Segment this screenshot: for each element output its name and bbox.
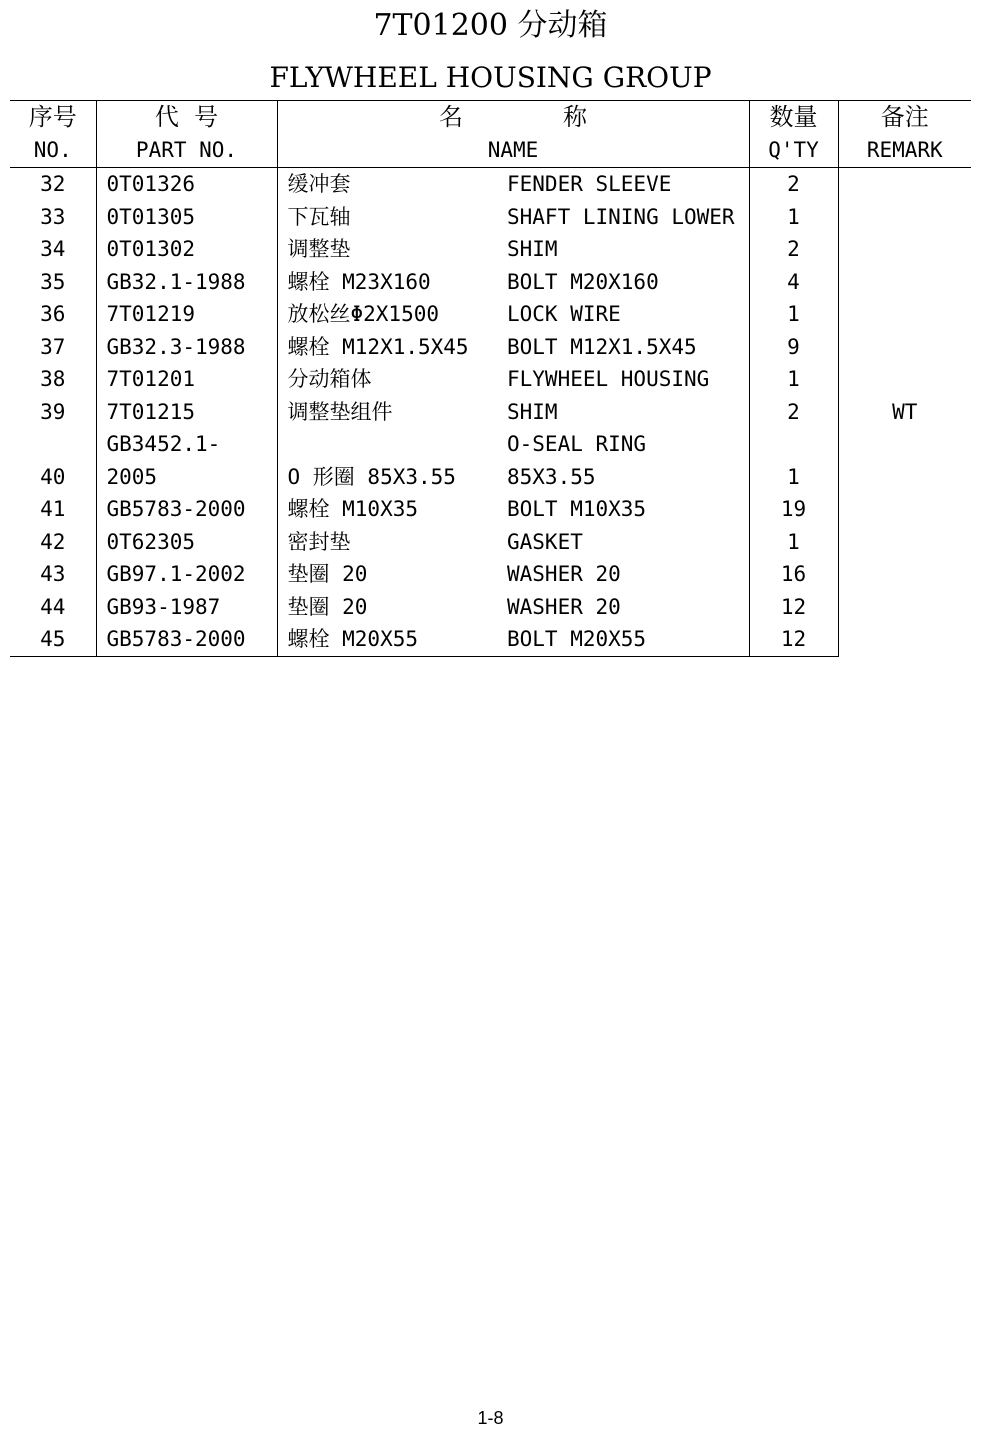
row-name-en: SHIM: [507, 237, 558, 261]
row-no: 44: [40, 594, 66, 619]
row-qty: 2: [749, 233, 838, 266]
page-title-chinese: 7T01200 分动箱: [373, 8, 608, 43]
row-qty: 2: [749, 168, 838, 201]
row-name-cn: 调整垫组件: [277, 396, 497, 429]
table-row: [10, 623, 971, 656]
row-qty: 1: [749, 526, 838, 559]
table-row: [10, 591, 971, 624]
table-row: [10, 558, 971, 591]
row-part-no: 7T01201: [96, 363, 277, 396]
header-row-english: [10, 134, 971, 168]
row-name-cn: 螺栓 M20X55: [277, 623, 497, 656]
row-name-en: BOLT M20X55: [497, 623, 749, 656]
row-no: 42: [40, 529, 66, 554]
row-part-no: GB5783-2000: [96, 623, 277, 656]
row-name-cn: 下瓦轴: [277, 201, 497, 234]
row-qty: 9: [749, 331, 838, 364]
row-part-no: 0T01302: [96, 233, 277, 266]
parts-table: [10, 100, 971, 657]
row-qty: 1: [749, 461, 838, 494]
row-name-en: O-SEAL RING: [507, 432, 647, 456]
header-part-cn: [96, 101, 277, 135]
row-no: 34: [40, 237, 66, 261]
row-name-en: WASHER 20: [507, 594, 621, 619]
table-row: [10, 526, 971, 559]
header-row-chinese: [10, 101, 971, 135]
header-remark-cn: 备注: [838, 101, 971, 135]
row-no: 39: [40, 399, 66, 424]
row-no: 45: [10, 623, 96, 656]
header-part-cn-text: 代 号: [154, 103, 219, 131]
header-name-cn-right: 称: [563, 103, 587, 131]
row-name-en: BOLT M20X160: [507, 269, 659, 294]
row-name-en: BOLT M12X1.5X45: [507, 334, 697, 359]
table-row: [10, 331, 971, 364]
table-row: [10, 363, 971, 396]
row-no: 35: [40, 269, 66, 294]
row-no: 38: [40, 367, 66, 391]
row-name-cn: 放松丝Φ2X1500: [277, 298, 497, 331]
row-qty: 4: [749, 266, 838, 299]
row-qty: 19: [749, 493, 838, 526]
row-no: 43: [40, 562, 66, 586]
row-part-no: GB32.1-1988: [96, 266, 277, 299]
row-part-no: GB5783-2000: [96, 493, 277, 526]
row-name-cn: 螺栓 M12X1.5X45: [277, 331, 497, 364]
row-name-en: SHIM: [507, 399, 558, 424]
row-part-no: GB93-1987: [96, 591, 277, 624]
row-part-no: 7T01219: [96, 298, 277, 331]
row-no: 36: [40, 302, 66, 326]
row-qty: [749, 428, 838, 461]
header-qty-en: Q'TY: [749, 134, 838, 168]
row-name-cn: 垫圈 20: [277, 591, 497, 624]
header-name-cn: [277, 101, 749, 135]
table-row: [10, 201, 971, 234]
row-no: 33: [40, 204, 66, 229]
row-name-en: SHAFT LINING LOWER: [507, 204, 735, 229]
row-name-en: GASKET: [507, 529, 583, 554]
header-no-en: NO.: [10, 134, 96, 168]
row-qty: 12: [749, 623, 838, 656]
row-name-cn: 分动箱体: [277, 363, 497, 396]
row-part-no: 2005: [96, 461, 277, 494]
row-name-en: FLYWHEEL HOUSING: [507, 367, 710, 391]
table-row: [10, 233, 971, 266]
row-name-cn: 调整垫: [277, 233, 497, 266]
row-name-cn: 螺栓 M23X160: [277, 266, 497, 299]
page-title-english: FLYWHEEL HOUSING GROUP: [269, 61, 712, 94]
table-row: [10, 428, 971, 461]
header-name-en: NAME: [277, 134, 749, 168]
header-remark-en: REMARK: [838, 134, 971, 168]
remark-cell: WT: [838, 168, 971, 657]
row-no: [10, 428, 96, 461]
row-qty: 12: [749, 591, 838, 624]
row-no: 32: [40, 172, 66, 196]
row-name-en: FENDER SLEEVE: [507, 172, 672, 196]
row-name-cn: 垫圈 20: [277, 558, 497, 591]
row-no: 37: [40, 334, 66, 359]
row-name-cn: 密封垫: [277, 526, 497, 559]
row-name-cn: O 形圈 85X3.55: [277, 461, 497, 494]
row-part-no: 7T01215: [96, 396, 277, 429]
table-row: [10, 396, 971, 429]
row-part-no: GB3452.1-: [96, 428, 277, 461]
table-row: [10, 168, 971, 201]
row-name-en: WASHER 20: [507, 562, 621, 586]
table-row: [10, 298, 971, 331]
header-qty-cn: 数量: [749, 101, 838, 135]
table-row: [10, 266, 971, 299]
row-qty: 1: [749, 363, 838, 396]
row-name-en: LOCK WIRE: [507, 302, 621, 326]
table-row: [10, 461, 971, 494]
row-qty: 2: [749, 396, 838, 429]
row-part-no: 0T01305: [96, 201, 277, 234]
header-no-cn: 序号: [10, 101, 96, 135]
row-qty: 1: [749, 298, 838, 331]
row-name-cn: 螺栓 M10X35: [277, 493, 497, 526]
page-number: 1-8: [477, 1408, 504, 1428]
row-name-en: BOLT M10X35: [507, 497, 647, 521]
row-name-cn: 缓冲套: [277, 168, 497, 201]
row-part-no: GB32.3-1988: [96, 331, 277, 364]
header-name-cn-left: 名: [439, 103, 463, 131]
row-name-en: 85X3.55: [507, 464, 596, 489]
row-name-cn: [277, 428, 497, 461]
row-part-no: 0T62305: [96, 526, 277, 559]
row-part-no: GB97.1-2002: [96, 558, 277, 591]
row-no: 41: [40, 497, 66, 521]
table-row: [10, 493, 971, 526]
header-part-en: PART NO.: [96, 134, 277, 168]
row-part-no: 0T01326: [96, 168, 277, 201]
row-no: 40: [40, 464, 66, 489]
row-qty: 16: [749, 558, 838, 591]
parts-table-body: [10, 168, 971, 657]
row-qty: 1: [749, 201, 838, 234]
